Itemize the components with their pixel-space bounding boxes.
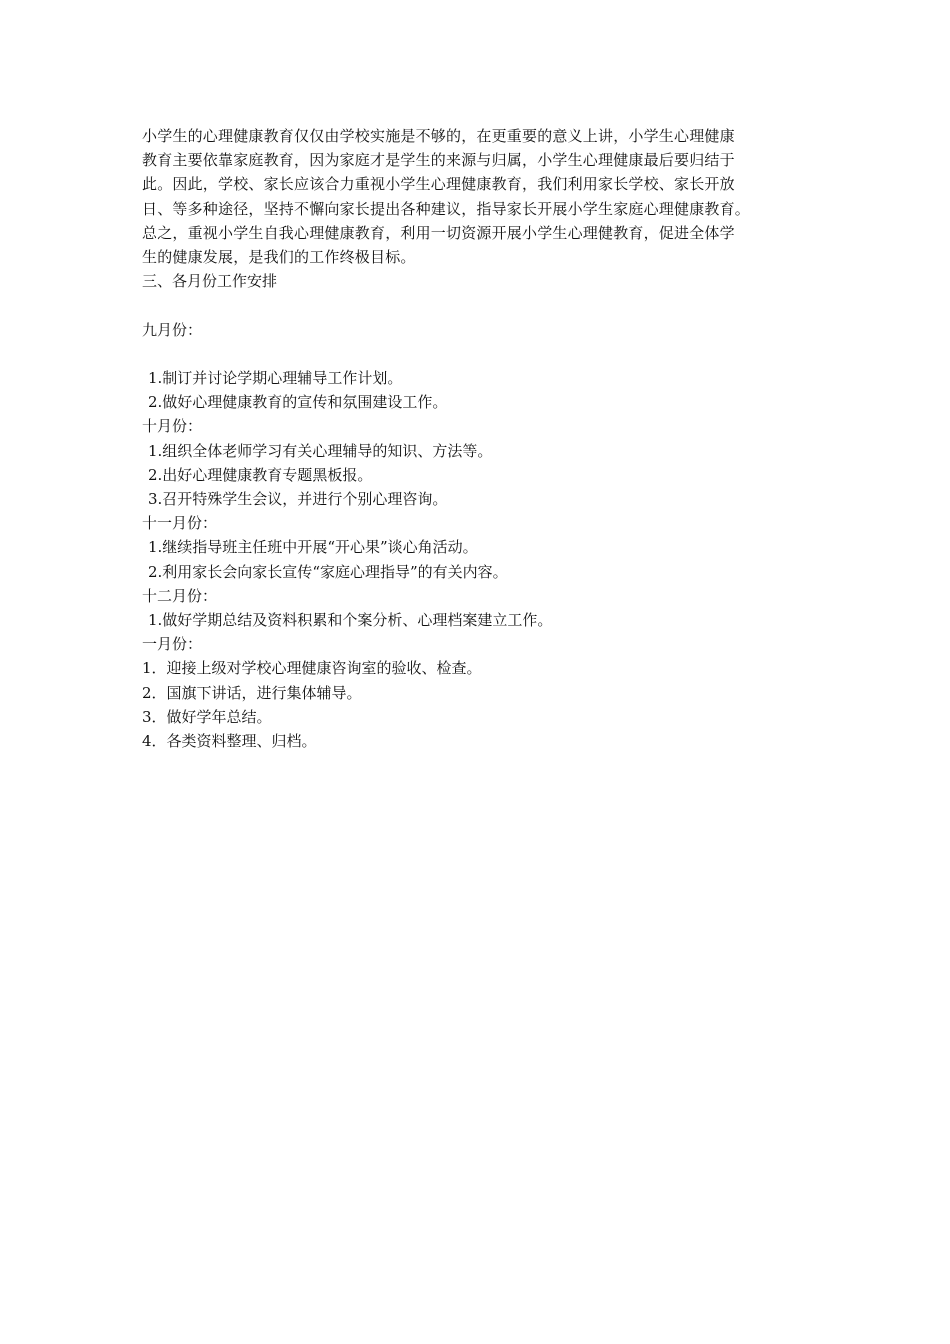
- intro-line: 小学生的心理健康教育仅仅由学校实施是不够的，在更重要的意义上讲，小学生心理健康: [142, 127, 735, 145]
- list-item: 1.组织全体老师学习有关心理辅导的知识、方法等。: [148, 441, 493, 460]
- section-title: 三、各月份工作安排: [142, 272, 278, 291]
- intro-line: 生的健康发展，是我们的工作终极目标。: [142, 248, 416, 267]
- intro-paragraph: [142, 124, 812, 269]
- intro-line: 总之，重视小学生自我心理健康教育，利用一切资源开展小学生心理健教育，促进全体学: [142, 223, 735, 242]
- month-label-september: 九月份：: [142, 320, 203, 339]
- list-item: 1.制订并讨论学期心理辅导工作计划。: [148, 369, 403, 387]
- blank-line: [142, 293, 812, 317]
- list-item: 2.出好心理健康教育专题黑板报。: [148, 465, 373, 484]
- intro-line: 教育主要依靠家庭教育，因为家庭才是学生的来源与归属，小学生心理健康最后要归结于: [142, 151, 735, 170]
- list-item: 4．各类资料整理、归档。: [142, 732, 317, 751]
- list-item: 1.做好学期总结及资料积累和个案分析、心理档案建立工作。: [148, 611, 553, 630]
- list-item: 2.利用家长会向家长宣传“家庭心理指导”的有关内容。: [148, 562, 508, 581]
- month-label-january: 一月份：: [142, 635, 203, 654]
- list-item: 2.做好心理健康教育的宣传和氛围建设工作。: [148, 393, 448, 412]
- blank-line: [142, 342, 812, 366]
- intro-line: 此。因此，学校、家长应该合力重视小学生心理健康教育，我们利用家长学校、家长开放: [142, 175, 735, 194]
- document-page: [142, 124, 812, 753]
- list-item: 2．国旗下讲话，进行集体辅导。: [142, 683, 362, 702]
- intro-line: 日、等多种途径，坚持不懈向家长提出各种建议，指导家长开展小学生家庭心理健康教育。: [142, 199, 751, 218]
- list-item: 3．做好学年总结。: [142, 707, 272, 726]
- month-label-december: 十二月份：: [142, 586, 218, 605]
- month-label-october: 十月份：: [142, 417, 203, 436]
- month-label-november: 十一月份：: [142, 514, 218, 533]
- list-item: 1．迎接上级对学校心理健康咨询室的验收、检查。: [142, 659, 482, 678]
- list-item: 3.召开特殊学生会议，并进行个别心理咨询。: [148, 490, 448, 509]
- list-item: 1.继续指导班主任班中开展“开心果”谈心角活动。: [148, 538, 478, 557]
